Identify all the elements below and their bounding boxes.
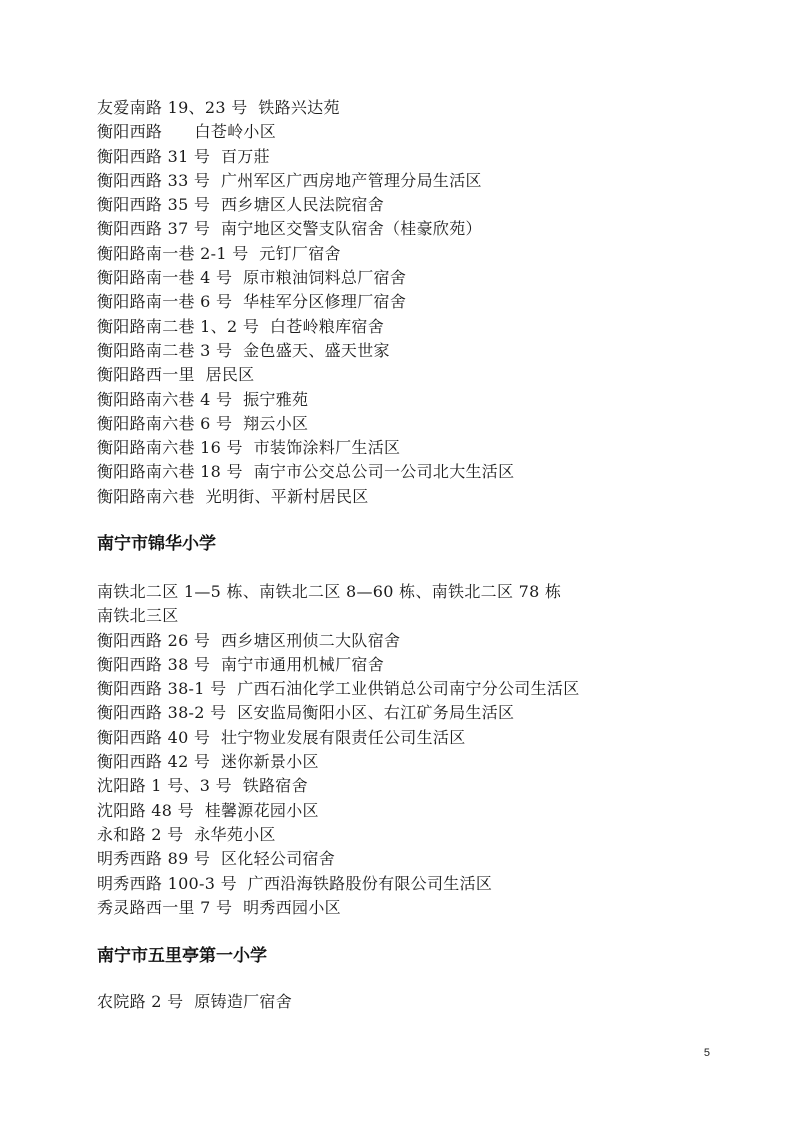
list-item: 衡阳西路 40 号 壮宁物业发展有限责任公司生活区	[97, 727, 466, 747]
list-item: 衡阳西路 白苍岭小区	[97, 122, 277, 142]
list-item: 衡阳西路 31 号 百万莊	[97, 146, 270, 166]
list-item: 衡阳路南二巷 3 号 金色盛天、盛天世家	[97, 340, 390, 360]
list-item: 衡阳西路 35 号 西乡塘区人民法院宿舍	[97, 195, 385, 215]
list-item: 衡阳路南六巷 18 号 南宁市公交总公司一公司北大生活区	[97, 462, 515, 482]
list-item: 衡阳西路 38-1 号 广西石油化学工业供销总公司南宁分公司生活区	[97, 679, 580, 699]
list-item: 衡阳西路 33 号 广州军区广西房地产管理分局生活区	[97, 170, 482, 190]
list-item: 衡阳路南一巷 6 号 华桂军分区修理厂宿舍	[97, 292, 407, 312]
list-item: 衡阳路南一巷 2-1 号 元钉厂宿舍	[97, 243, 341, 263]
list-item: 友爱南路 19、23 号 铁路兴达苑	[97, 98, 340, 117]
list-item: 南铁北三区	[97, 606, 179, 626]
list-item: 衡阳路南六巷 16 号 市装饰涂料厂生活区	[97, 438, 401, 458]
list-item: 衡阳西路 42 号 迷你新景小区	[97, 752, 319, 772]
list-item: 明秀西路 100-3 号 广西沿海铁路股份有限公司生活区	[97, 873, 493, 893]
list-item: 永和路 2 号 永华苑小区	[97, 824, 276, 844]
list-item: 衡阳路南六巷 4 号 振宁雅苑	[97, 389, 309, 409]
address-list-section-1	[97, 96, 737, 509]
list-item: 沈阳路 48 号 桂馨源花园小区	[97, 800, 319, 820]
page-number: 5	[703, 1047, 710, 1059]
list-item: 衡阳西路 38-2 号 区安监局衡阳小区、右江矿务局生活区	[97, 703, 515, 723]
list-item: 衡阳西路 26 号 西乡塘区刑侦二大队宿舍	[97, 630, 401, 650]
list-item: 衡阳西路 38 号 南宁市通用机械厂宿舍	[97, 654, 385, 674]
list-item: 明秀西路 89 号 区化轻公司宿舍	[97, 849, 336, 869]
list-item: 衡阳路南二巷 1、2 号 白苍岭粮库宿舍	[97, 316, 385, 336]
list-item: 秀灵路西一里 7 号 明秀西园小区	[97, 897, 341, 917]
section-heading-jinhua-primary: 南宁市锦华小学	[97, 534, 216, 554]
list-item: 衡阳路西一里 居民区	[97, 365, 255, 385]
list-item: 农院路 2 号 原铸造厂宿舍	[97, 992, 293, 1011]
section-heading-wuliting-primary: 南宁市五里亭第一小学	[97, 946, 267, 966]
list-item: 衡阳路南一巷 4 号 原市粮油饲料总厂宿舍	[97, 268, 407, 288]
list-item: 衡阳路南六巷 6 号 翔云小区	[97, 413, 309, 433]
list-item: 沈阳路 1 号、3 号 铁路宿舍	[97, 776, 308, 796]
address-list-section-2	[97, 580, 737, 920]
list-item: 南铁北二区 1—5 栋、南铁北二区 8—60 栋、南铁北二区 78 栋	[97, 582, 562, 601]
address-list-section-3	[97, 990, 737, 1014]
list-item: 衡阳西路 37 号 南宁地区交警支队宿舍（桂豪欣苑）	[97, 219, 482, 239]
list-item: 衡阳路南六巷 光明街、平新村居民区	[97, 486, 369, 506]
